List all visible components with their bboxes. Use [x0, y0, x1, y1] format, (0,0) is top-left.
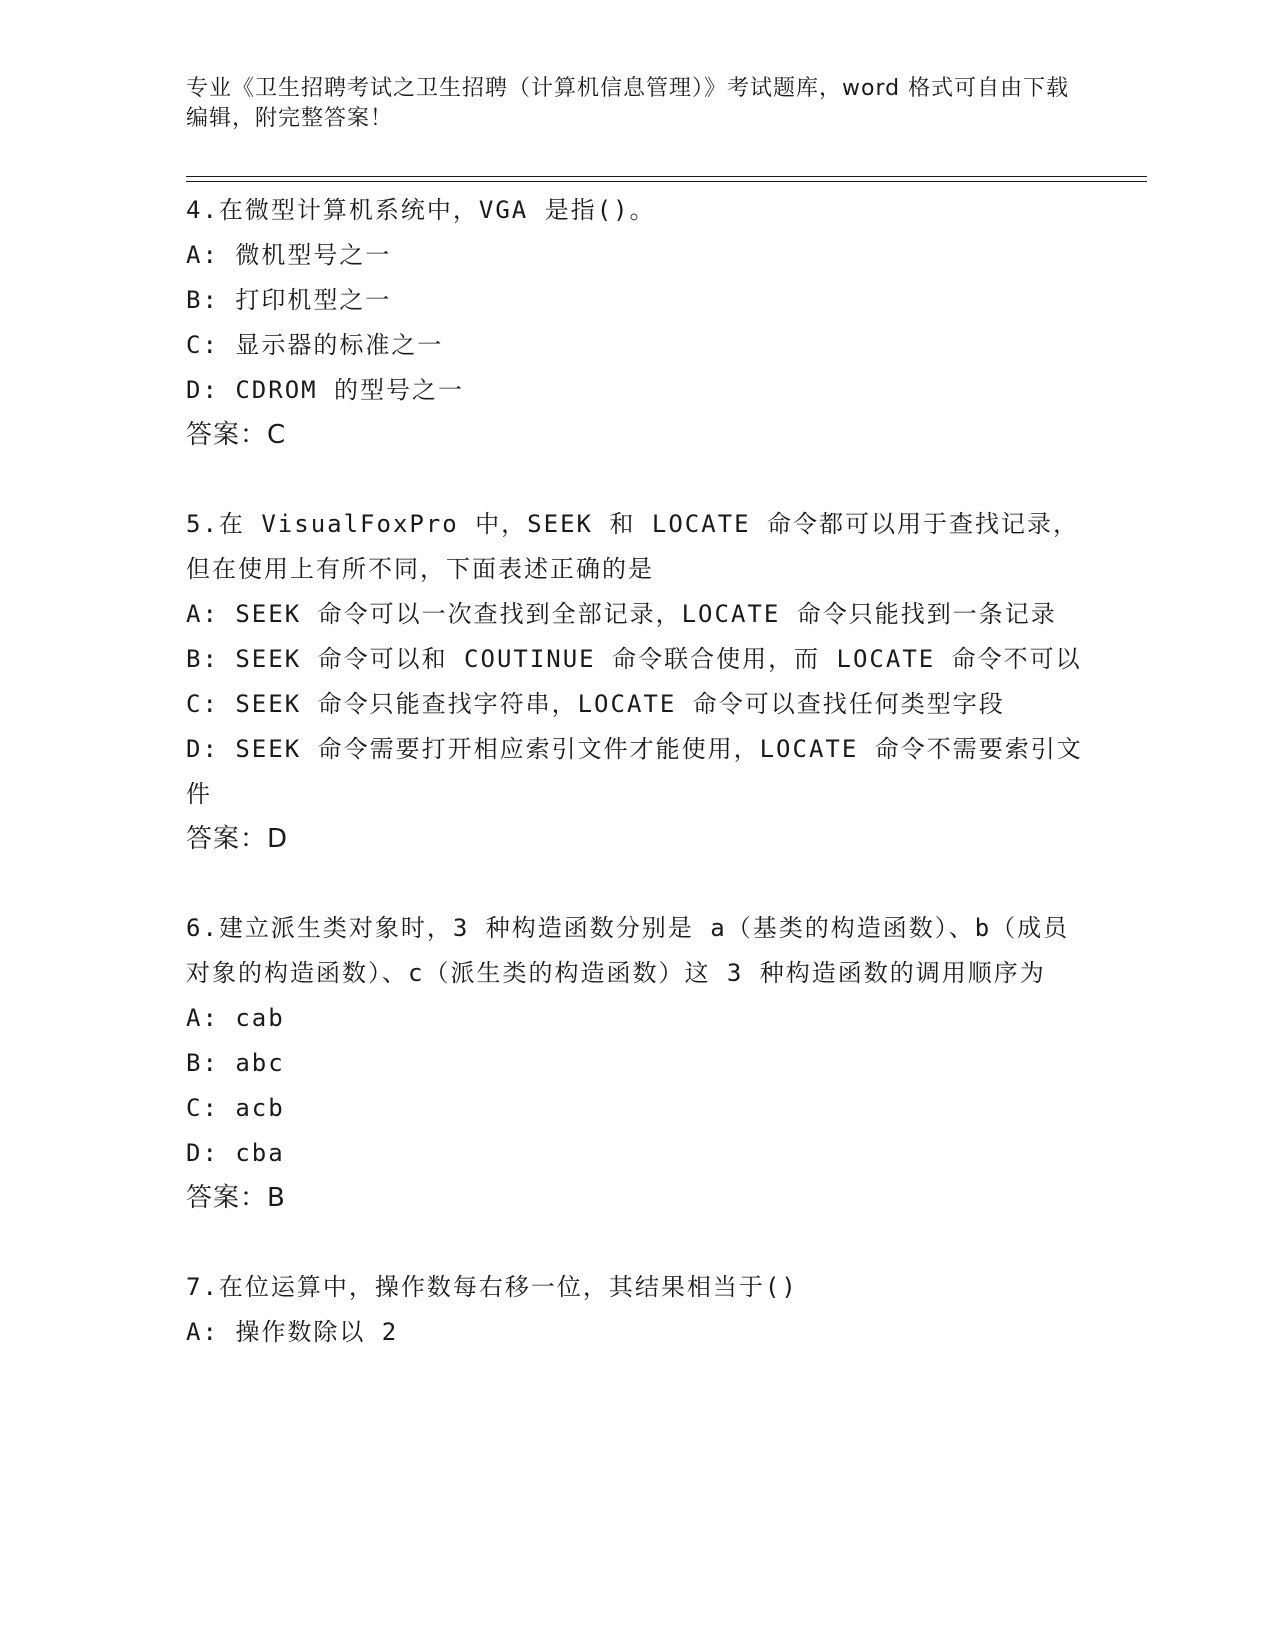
option-c: C: acb: [186, 1094, 285, 1122]
header-divider-top: [186, 176, 1147, 177]
answer-line: 答案：C: [186, 420, 287, 450]
option-a: A: 微机型号之一: [186, 241, 392, 269]
option-a: A: 操作数除以 2: [186, 1318, 399, 1346]
question-item: [186, 502, 1086, 862]
option-a: A: SEEK 命令可以一次查找到全部记录，LOCATE 命令只能找到一条记录: [186, 600, 1057, 628]
option-b: B: 打印机型之一: [186, 286, 392, 314]
question-stem: 7.在位运算中，操作数每右移一位，其结果相当于(): [186, 1273, 798, 1301]
option-b: B: abc: [186, 1049, 285, 1077]
answer-line: 答案：D: [186, 824, 289, 854]
option-d: D: SEEK 命令需要打开相应索引文件才能使用，LOCATE 命令不需要索引文件: [186, 735, 1083, 808]
option-b: B: SEEK 命令可以和 COUTINUE 命令联合使用，而 LOCATE 命令不可以: [186, 645, 1082, 673]
option-d: D: CDROM 的型号之一: [186, 376, 465, 404]
header-divider-bottom: [186, 181, 1147, 182]
option-a: A: cab: [186, 1004, 285, 1032]
question-list: [186, 188, 1086, 1355]
question-stem: 5.在 VisualFoxPro 中，SEEK 和 LOCATE 命令都可以用于查找记录，但在使用上有所不同，下面表述正确的是: [186, 510, 1080, 583]
option-c: C: SEEK 命令只能查找字符串，LOCATE 命令可以查找任何类型字段: [186, 690, 1005, 718]
question-item: [186, 1265, 1086, 1355]
question-stem: 6.建立派生类对象时，3 种构造函数分别是 a（基类的构造函数）、b（成员对象的构造函数）、c（派生类的构造函数）这 3 种构造函数的调用顺序为: [186, 914, 1070, 987]
question-stem: 4.在微型计算机系统中，VGA 是指()。: [186, 196, 656, 224]
document-header: 专业《卫生招聘考试之卫生招聘（计算机信息管理）》考试题库，word 格式可自由下载编辑，附完整答案！: [186, 76, 1070, 131]
option-d: D: cba: [186, 1139, 285, 1167]
question-item: [186, 906, 1086, 1221]
option-c: C: 显示器的标准之一: [186, 331, 444, 359]
answer-line: 答案：B: [186, 1183, 286, 1213]
question-item: [186, 188, 1086, 458]
